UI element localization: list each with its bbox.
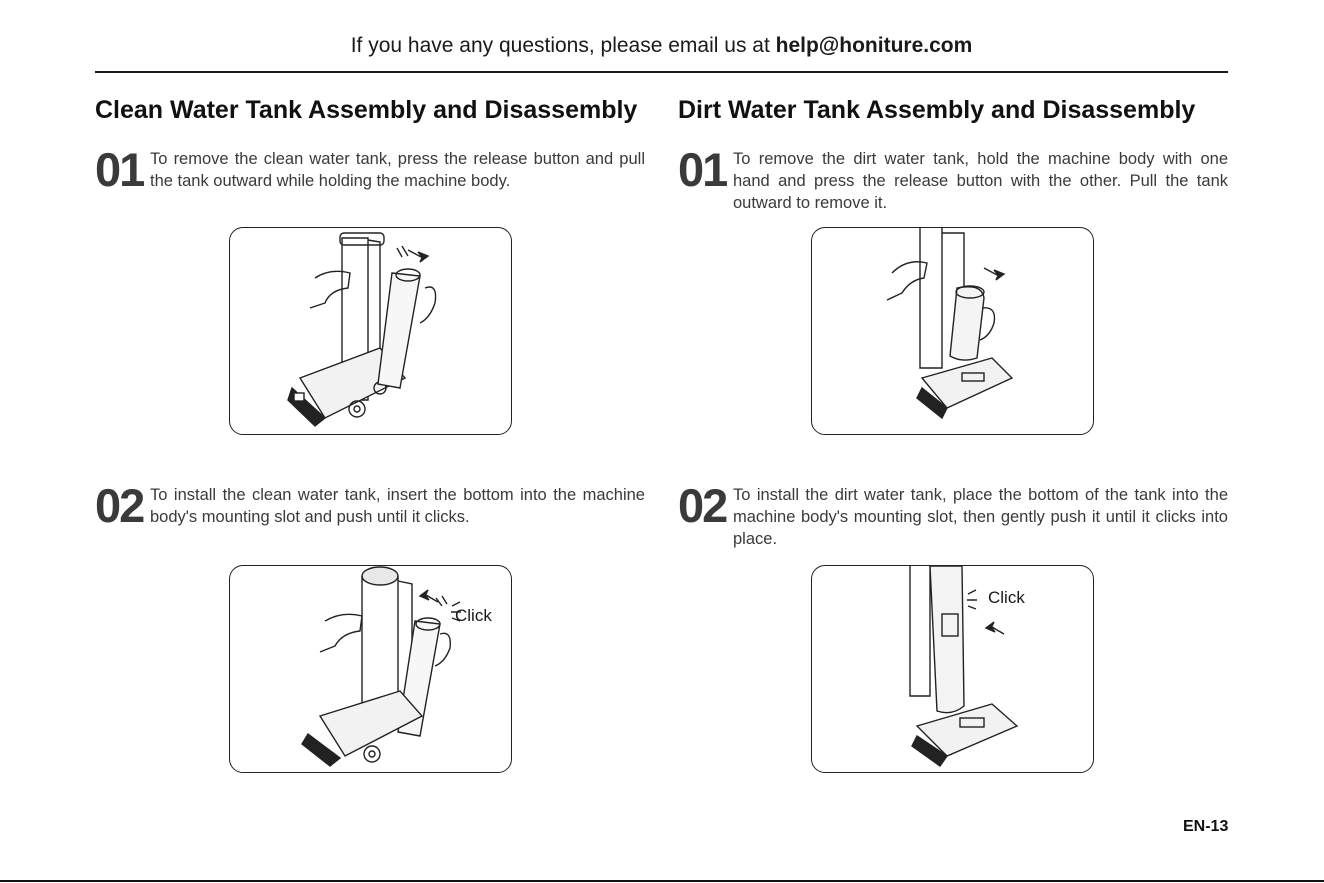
contact-email[interactable]: help@honiture.com (775, 34, 973, 57)
section-title-clean-tank: Clean Water Tank Assembly and Disassembly (95, 96, 638, 124)
step-text: To remove the dirt water tank, hold the machine body with one hand and press the release button with the other. Pull the tank outward to remove it. (733, 150, 1228, 212)
figure-clean-tank-install (229, 565, 512, 773)
step-number: 01 (95, 143, 144, 196)
contact-header (95, 34, 1228, 58)
vacuum-clean-tank-removal-illustration (230, 228, 511, 434)
vacuum-dirt-tank-removal-illustration (812, 228, 1093, 434)
click-callout: Click (988, 588, 1025, 607)
figure-dirt-tank-install (811, 565, 1094, 773)
vacuum-dirt-tank-install-illustration (812, 566, 1093, 772)
footer-divider (0, 880, 1324, 882)
step-number: 01 (678, 143, 727, 196)
figure-clean-tank-removal (229, 227, 512, 435)
header-divider (95, 71, 1228, 73)
step-text: To install the clean water tank, insert the bottom into the machine body's mounting slot and push until it clicks. (150, 486, 645, 526)
step-number: 02 (95, 479, 144, 532)
contact-prefix: If you have any questions, please email us at (350, 34, 776, 57)
click-callout: Click (455, 606, 492, 625)
vacuum-clean-tank-install-illustration (230, 566, 511, 772)
step-number: 02 (678, 479, 727, 532)
page-number: EN-13 (1183, 818, 1229, 835)
step-text: To remove the clean water tank, press the release button and pull the tank outward while holding the machine body. (150, 150, 645, 190)
section-title-dirt-tank: Dirt Water Tank Assembly and Disassembly (678, 96, 1196, 124)
figure-dirt-tank-removal (811, 227, 1094, 435)
step-text: To install the dirt water tank, place the bottom of the tank into the machine body's mounting slot, then gently push it until it clicks into place. (733, 486, 1228, 548)
